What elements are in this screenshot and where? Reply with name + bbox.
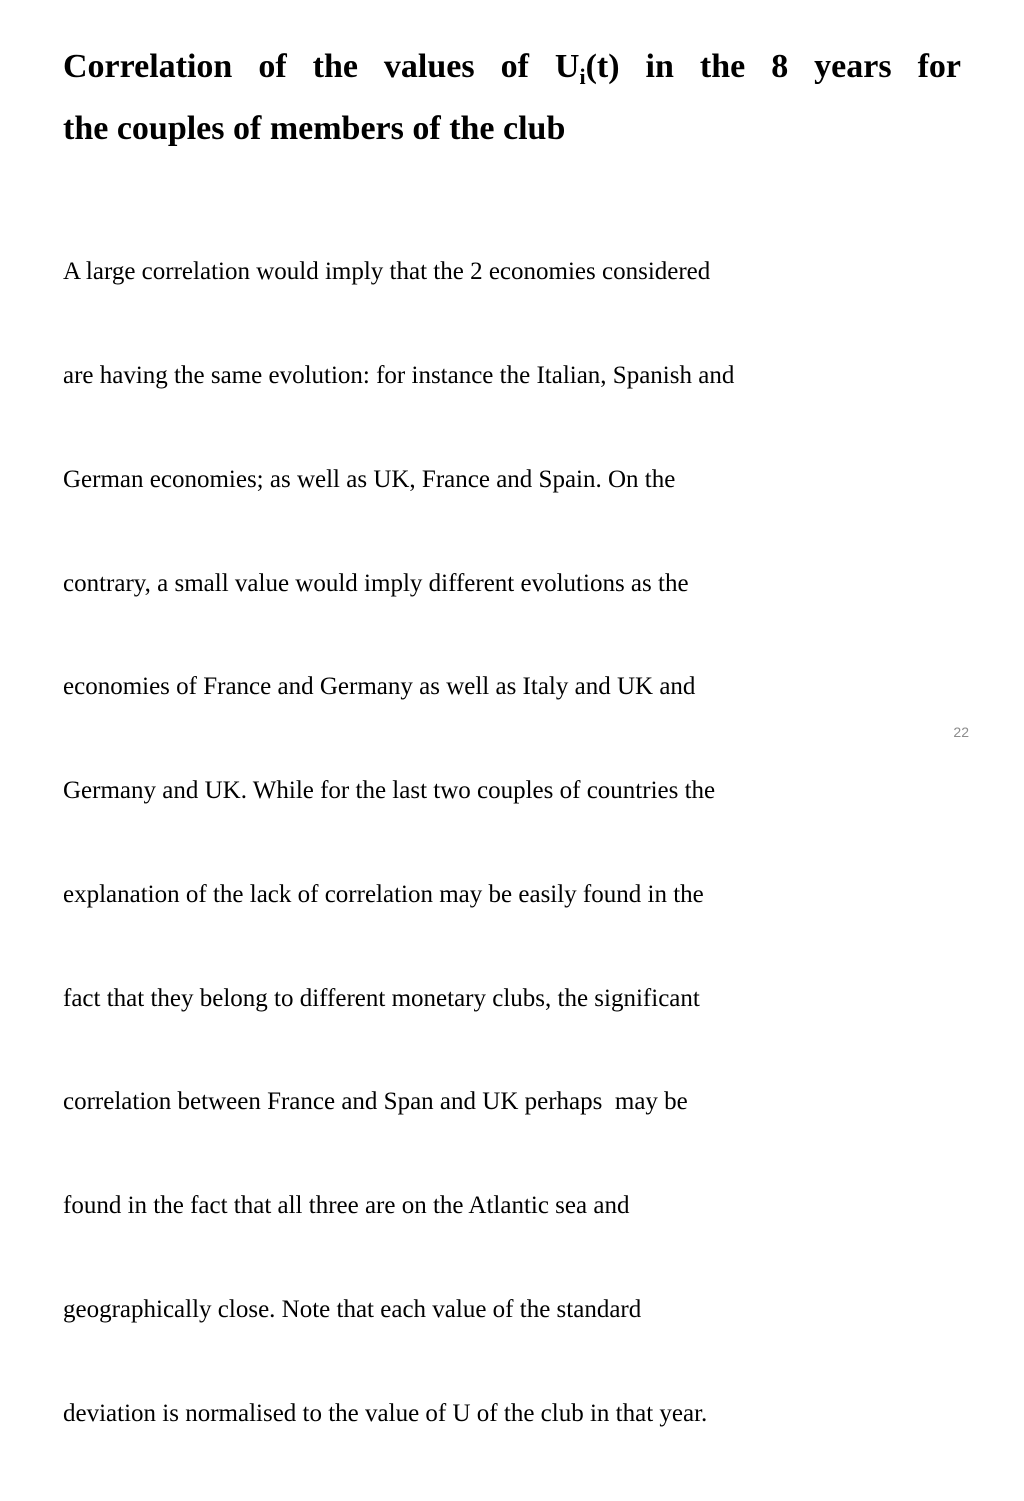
title-subscript: i: [579, 64, 586, 89]
slide-title: [63, 36, 961, 160]
title-text-before-subscript: Correlation of the values of U: [63, 48, 580, 85]
body-line: found in the fact that all three are on the Atlantic sea and: [63, 1192, 630, 1220]
body-line: geographically close. Note that each value of the standard: [63, 1296, 642, 1323]
title-text-after-subscript: (t) in the 8 years for: [585, 48, 961, 85]
body-line: contrary, a small value would imply different evolutions as the: [63, 569, 689, 597]
body-line: deviation is normalised to the value of U of the club in that year.: [63, 1399, 708, 1427]
body-line: German economies; as well as UK, France and Spain. On the: [63, 465, 676, 493]
slide-title-line-2: the couples of members of the club: [63, 110, 566, 147]
body-line: A large correlation would imply that the 2 economies considered: [63, 258, 711, 286]
body-paragraph: [63, 186, 963, 1501]
body-line: Germany and UK. While for the last two couples of countries the: [63, 777, 716, 805]
body-line: fact that they belong to different monetary clubs, the significant: [63, 984, 700, 1012]
body-line: are having the same evolution: for instance the Italian, Spanish and: [63, 361, 735, 389]
body-line: correlation between France and Span and UK perhaps may be: [63, 1088, 688, 1116]
slide-title-line-1: [63, 36, 961, 98]
page-number: 22: [953, 724, 969, 740]
body-line: explanation of the lack of correlation may be easily found in the: [63, 880, 704, 908]
body-line: economies of France and Germany as well as Italy and UK and: [63, 673, 696, 701]
